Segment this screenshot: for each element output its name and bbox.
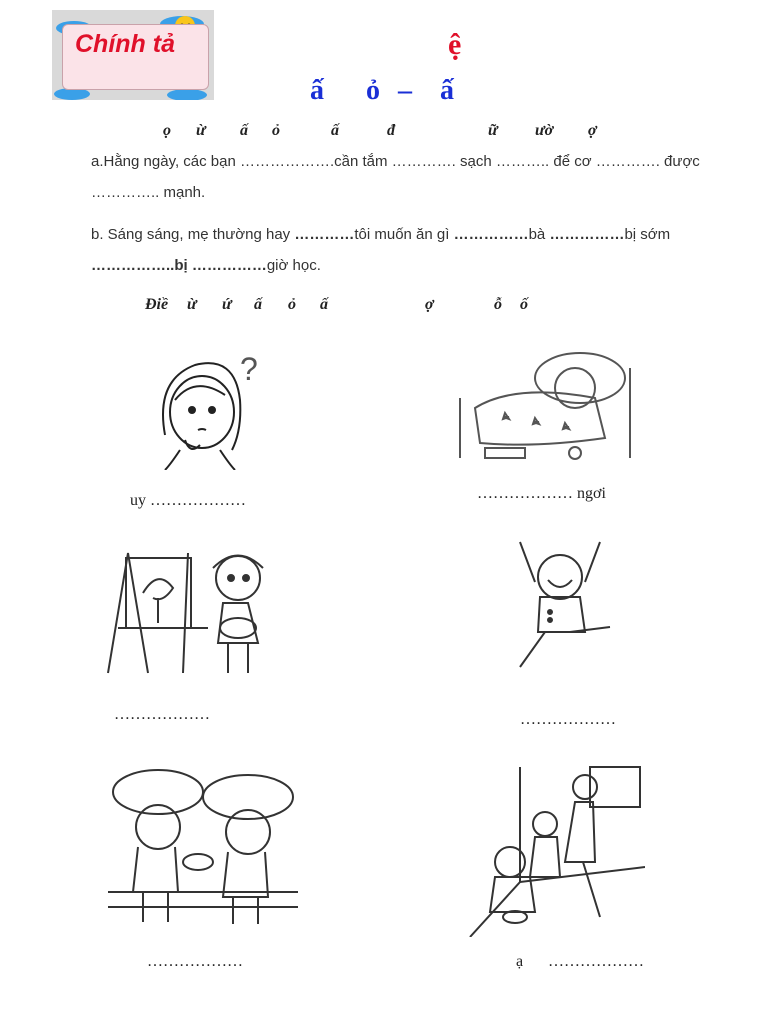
text: giờ học. bbox=[266, 257, 321, 274]
picture-thinking-girl bbox=[140, 340, 275, 470]
text: ..bị bbox=[166, 257, 192, 274]
text: b. Sáng sáng, mẹ thường hay bbox=[91, 226, 295, 243]
instruction-fragment: ợ bbox=[425, 296, 434, 313]
instruction-fragment: ữ bbox=[488, 122, 498, 139]
picture-family-cleaning bbox=[465, 762, 645, 937]
instruction-fragment: ỏ bbox=[272, 122, 280, 139]
caption: ……………… bbox=[520, 711, 616, 728]
caption: ……………… ngơi bbox=[477, 485, 606, 502]
instruction-fragment: ấ bbox=[320, 296, 328, 313]
instruction-fragment: Điề bbox=[145, 296, 169, 313]
caption: ……………… bbox=[147, 953, 243, 970]
blank: …………… bbox=[91, 257, 166, 274]
header-blue-letter: ấ bbox=[310, 75, 324, 106]
instruction-fragment: ọ bbox=[163, 122, 171, 139]
instruction-fragment: ứ bbox=[222, 296, 232, 313]
text: bị sớm bbox=[624, 226, 671, 243]
caption-prefix: ạ bbox=[516, 953, 524, 970]
picture-two-friends bbox=[103, 752, 301, 932]
instruction-fragment: ấ bbox=[331, 122, 339, 139]
blank: …………… bbox=[191, 257, 267, 274]
instruction-fragment: ừ bbox=[196, 122, 206, 139]
instruction-fragment: ố bbox=[520, 296, 528, 313]
exercise-b-line-2 bbox=[91, 250, 751, 281]
header-blue-letter: ấ bbox=[440, 75, 454, 106]
blank: ………… bbox=[294, 226, 355, 243]
instruction-fragment: ừ bbox=[187, 296, 197, 313]
instruction-fragment: ườ bbox=[535, 122, 554, 139]
header-blue-letter: ỏ bbox=[366, 75, 380, 106]
caption: ……………… bbox=[548, 953, 644, 970]
page-title: Chính tả bbox=[75, 30, 175, 58]
instruction-fragment: đ bbox=[387, 122, 395, 139]
picture-jumping-girl bbox=[500, 532, 620, 680]
caption: uy ……………… bbox=[130, 492, 246, 509]
picture-painting-girl bbox=[98, 543, 283, 683]
instruction-fragment: ấ bbox=[254, 296, 262, 313]
header-red-letter: ệ bbox=[448, 28, 462, 61]
picture-sleeping-child bbox=[455, 338, 635, 463]
instruction-fragment: ỏ bbox=[288, 296, 296, 313]
text: bà bbox=[528, 226, 550, 243]
instruction-fragment: ấ bbox=[240, 122, 248, 139]
text: tôi muốn ăn gì bbox=[354, 226, 454, 243]
exercise-b-line-1 bbox=[91, 219, 751, 250]
exercise-b bbox=[91, 219, 751, 281]
caption: ……………… bbox=[114, 706, 210, 723]
exercise-a-line-2: ………….. mạnh. bbox=[91, 184, 206, 201]
header-blue-letter: – bbox=[398, 75, 412, 106]
instruction-fragment: ỗ bbox=[494, 296, 502, 313]
blank: …………… bbox=[549, 226, 625, 243]
blank: …………… bbox=[453, 226, 529, 243]
cloud-icon bbox=[167, 89, 207, 100]
exercise-a bbox=[91, 146, 751, 208]
exercise-a-line-1: a.Hằng ngày, các bạn ……………….cần tắm …………. sạch ……….. để cơ …………. được bbox=[91, 153, 700, 170]
svg-text:?: ? bbox=[240, 351, 258, 387]
instruction-fragment: ợ bbox=[588, 122, 597, 139]
